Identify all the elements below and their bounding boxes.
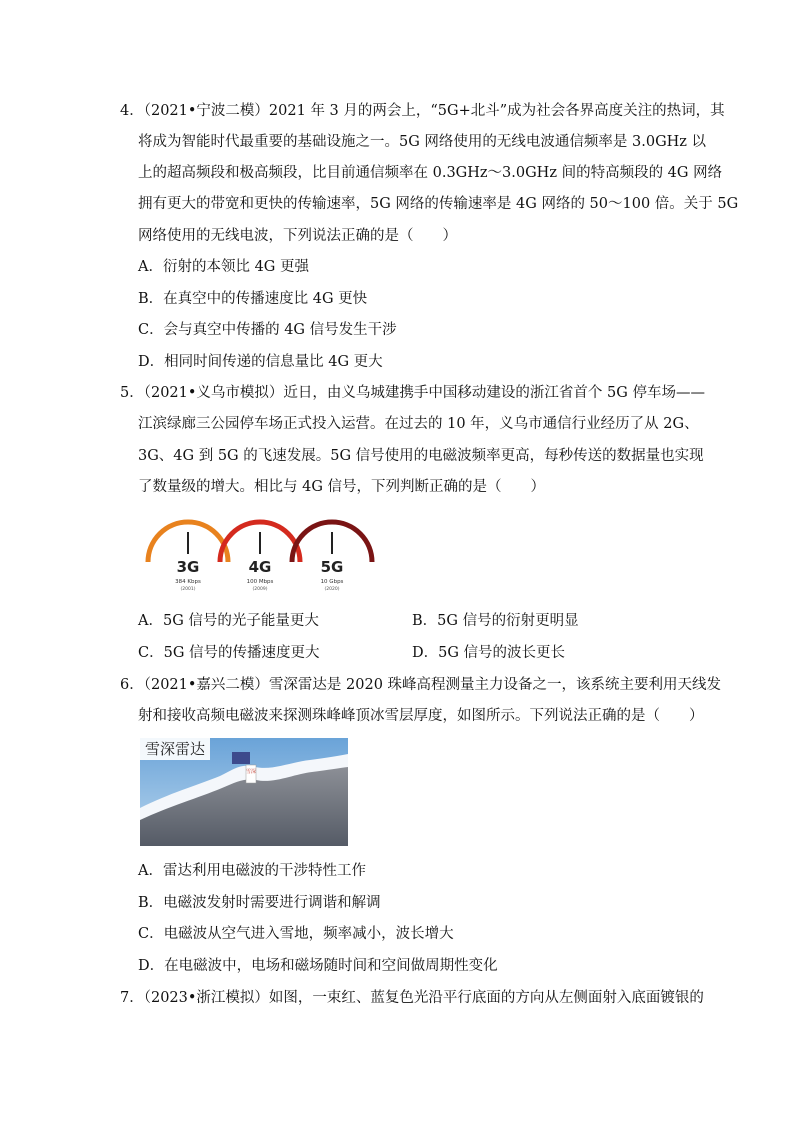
gauge-5g <box>292 522 372 592</box>
radar-device <box>232 752 250 764</box>
gauge-5g-speed: 10 Gbps <box>320 579 344 585</box>
q6-option-a: A．雷达利用电磁波的干涉特性工作 <box>138 863 366 879</box>
q6-option-b: B．电磁波发射时需要进行调谐和解调 <box>138 895 381 911</box>
gauge-4g-label: 4G <box>248 558 272 576</box>
q7-line-1: 7．（2023•浙江模拟）如图，一束红、蓝复色光沿平行底面的方向从左侧面射入底面镀银的 <box>120 990 704 1006</box>
q4-line-2: 将成为智能时代最重要的基础设施之一。5G 网络使用的无线电波通信频率是 3.0GHz 以 <box>138 134 707 150</box>
q4-line-3: 上的超高频段和极高频段，比目前通信频率在 0.3GHz～3.0GHz 间的特高频段的 4G 网络 <box>138 165 723 181</box>
radar-sign-text: 雪深 <box>245 769 257 775</box>
q6-option-d: D．在电磁波中，电场和磁场随时间和空间做周期性变化 <box>138 958 498 974</box>
gauge-4g-speed: 100 Mbps <box>246 579 274 585</box>
gauge-4g-year: (2009) <box>252 587 268 592</box>
gauge-5g-label: 5G <box>320 558 344 576</box>
q4-line-5: 网络使用的无线电波，下列说法正确的是（ ） <box>138 228 457 244</box>
q4-option-c: C．会与真空中传播的 4G 信号发生干涉 <box>138 322 397 338</box>
gauge-3g <box>148 522 228 592</box>
q5-line-3: 3G、4G 到 5G 的飞速发展。5G 信号使用的电磁波频率更高，每秒传送的数据量也实现 <box>138 448 704 464</box>
q5-option-c: C．5G 信号的传播速度更大 <box>138 645 320 661</box>
q5-line-4: 了数量级的增大。相比与 4G 信号，下列判断正确的是（ ） <box>138 479 546 495</box>
gauge-3g-speed: 384 Kbps <box>175 579 201 585</box>
gauge-3g-label: 3G <box>176 558 200 576</box>
q4-line-1: 4．（2021•宁波二模）2021 年 3 月的两会上，“5G+北斗”成为社会各界高度关注的热词，其 <box>120 103 725 119</box>
q6-line-2: 射和接收高频电磁波来探测珠峰峰顶冰雪层厚度，如图所示。下列说法正确的是（ ） <box>138 708 704 724</box>
q4-option-b: B．在真空中的传播速度比 4G 更快 <box>138 291 368 307</box>
q5-option-a: A．5G 信号的光子能量更大 <box>138 613 319 629</box>
q5-line-1: 5．（2021•义乌市模拟）近日，由义乌城建携手中国移动建设的浙江省首个 5G 停车场—— <box>120 385 705 401</box>
network-speed-gauges-figure <box>140 510 380 600</box>
gauge-4g <box>220 522 300 592</box>
q4-line-4: 拥有更大的带宽和更快的传输速率，5G 网络的传输速率是 4G 网络的 50～100 倍。关于 5G <box>138 196 739 212</box>
gauge-5g-year: (2020) <box>324 587 340 592</box>
q6-line-1: 6．（2021•嘉兴二模）雪深雷达是 2020 珠峰高程测量主力设备之一，该系统主要利用天线发 <box>120 677 722 693</box>
q6-option-c: C．电磁波从空气进入雪地，频率减小，波长增大 <box>138 926 454 942</box>
q5-option-b: B．5G 信号的衍射更明显 <box>412 613 579 629</box>
radar-figure-title: 雪深雷达 <box>140 738 210 760</box>
q5-line-2: 江滨绿廊三公园停车场正式投入运营。在过去的 10 年，义乌市通信行业经历了从 2G、 <box>138 416 699 432</box>
gauge-3g-year: (2001) <box>180 587 196 592</box>
snow-radar-figure <box>140 738 348 846</box>
q4-option-a: A．衍射的本领比 4G 更强 <box>138 259 309 275</box>
q5-option-d: D．5G 信号的波长更长 <box>412 645 566 661</box>
q4-option-d: D．相同时间传递的信息量比 4G 更大 <box>138 354 383 370</box>
